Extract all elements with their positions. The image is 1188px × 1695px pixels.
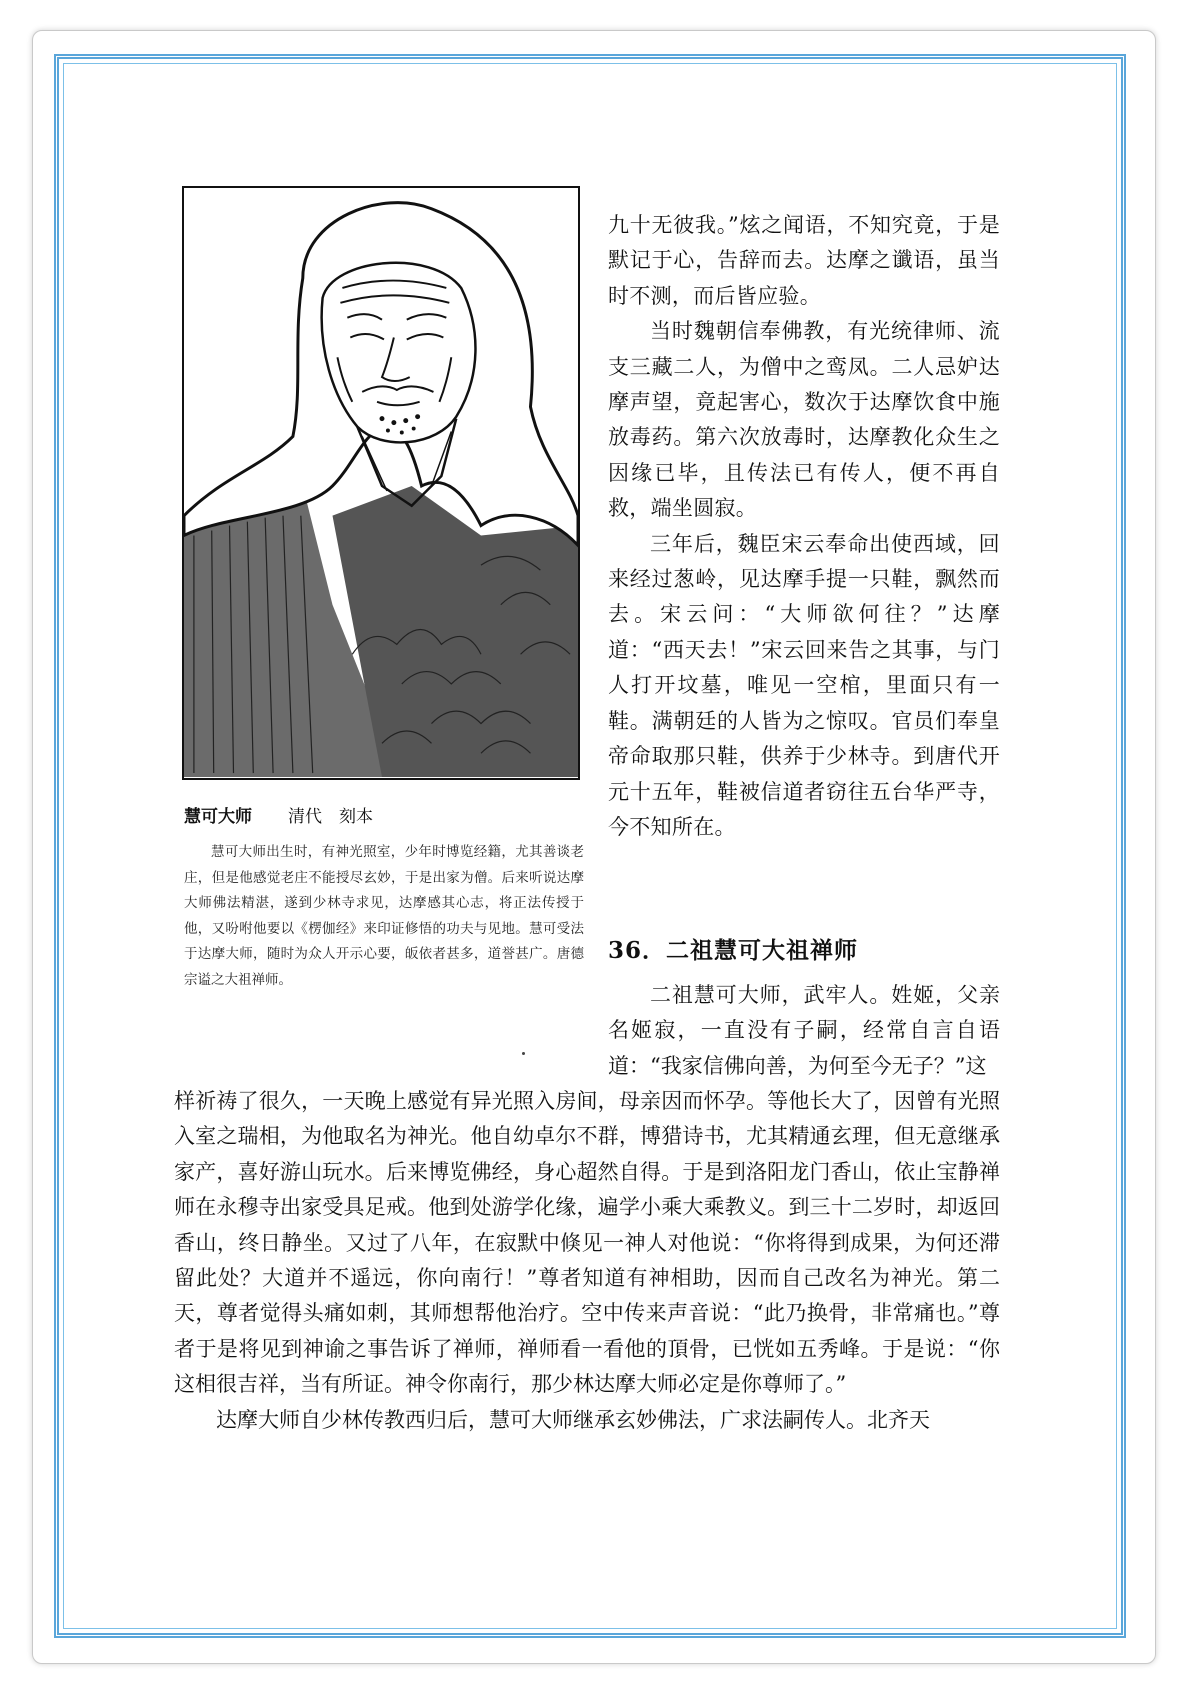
portrait-illustration: [182, 186, 580, 780]
section-heading: 36．二祖慧可大祖禅师: [608, 937, 859, 964]
paragraph: 九十无彼我。”炫之闻语，不知究竟，于是默记于心，告辞而去。达摩之谶语，虽当时不测，而后皆应验。: [608, 213, 1000, 308]
caption-name: 慧可大师: [184, 807, 252, 827]
paragraph: 当时魏朝信奉佛教，有光统律师、流支三藏二人，为僧中之鸾凤。二人忌妒达摩声望，竟起害心，数次于达摩饮食中施放毒药。第六次放毒时，达摩教化众生之因缘已毕，且传法已有传人，便不再自救，端坐圆寂。: [608, 319, 1000, 521]
print-speck: [522, 1052, 525, 1055]
section-intro: [608, 978, 1000, 1084]
figure-caption-title: [184, 802, 584, 827]
paragraph: 样祈祷了很久，一天晚上感觉有异光照入房间，母亲因而怀孕。等他长大了，因曾有光照入室之瑞相，为他取名为神光。他自幼卓尔不群，博猎诗书，尤其精通玄理，但无意继承家产，喜好游山玩水。后来博览佛经，身心超然自得。于是到洛阳龙门香山，依止宝静禅师在永穆寺出家受具足戒。他到处游学化缘，遍学小乘大乘教义。到三十二岁时，却返回香山，终日静坐。又过了八年，在寂默中倏见一神人对他说：“你将得到成果，为何还滞留此处？大道并不遥远，你向南行！”尊者知道有神相助，因而自己改名为神光。第二天，尊者觉得头痛如刺，其师想帮他治疗。空中传来声音说：“此乃换骨，非常痛也。”尊者于是将见到神谕之事告诉了禅师，禅师看一看他的頂骨，已恍如五秀峰。于是说：“你这相很吉祥，当有所证。神令你南行，那少林达摩大师必定是你尊师了。”: [174, 1089, 1000, 1397]
paragraph: 三年后，魏臣宋云奉命出使西域，回来经过葱岭，见达摩手提一只鞋，飘然而去。宋云问：“大师欲何往？”达摩道：“西天去！”宋云回来告之其事，与门人打开坟墓，唯见一空棺，里面只有一鞋。满朝廷的人皆为之惊叹。官员们奉皇帝命取那只鞋，供养于少林寺。到唐代开元十五年，鞋被信道者窃往五台华严寺，今不知所在。: [608, 531, 1000, 839]
monk-woodcut-drawing: [184, 188, 578, 778]
figure-caption-body: 慧可大师出生时，有神光照室，少年时博览经籍，尤其善谈老庄，但是他感觉老庄不能授尽玄妙，于是出家为僧。后来听说达摩大师佛法精湛，遂到少林寺求见，达摩感其心志，将正法传授于他，又吩咐他要以《楞伽经》来印证修悟的功夫与见地。慧可受法于达摩大师，随时为众人开示心要，皈依者甚多，道誉甚广。唐德宗谥之大祖禅师。: [184, 844, 584, 988]
full-width-text: [174, 1084, 1000, 1438]
paragraph: 二祖慧可大师，武牢人。姓姬，父亲名姬寂，一直没有子嗣，经常自言自语道：“我家信佛向善，为何至今无子？”这: [608, 983, 1000, 1078]
right-text-column: [608, 208, 1000, 845]
paragraph: 达摩大师自少林传教西归后，慧可大师继承玄妙佛法，广求法嗣传人。北齐天: [216, 1407, 930, 1432]
book-page: [66, 66, 1114, 1626]
caption-era: 清代 刻本: [288, 807, 373, 827]
